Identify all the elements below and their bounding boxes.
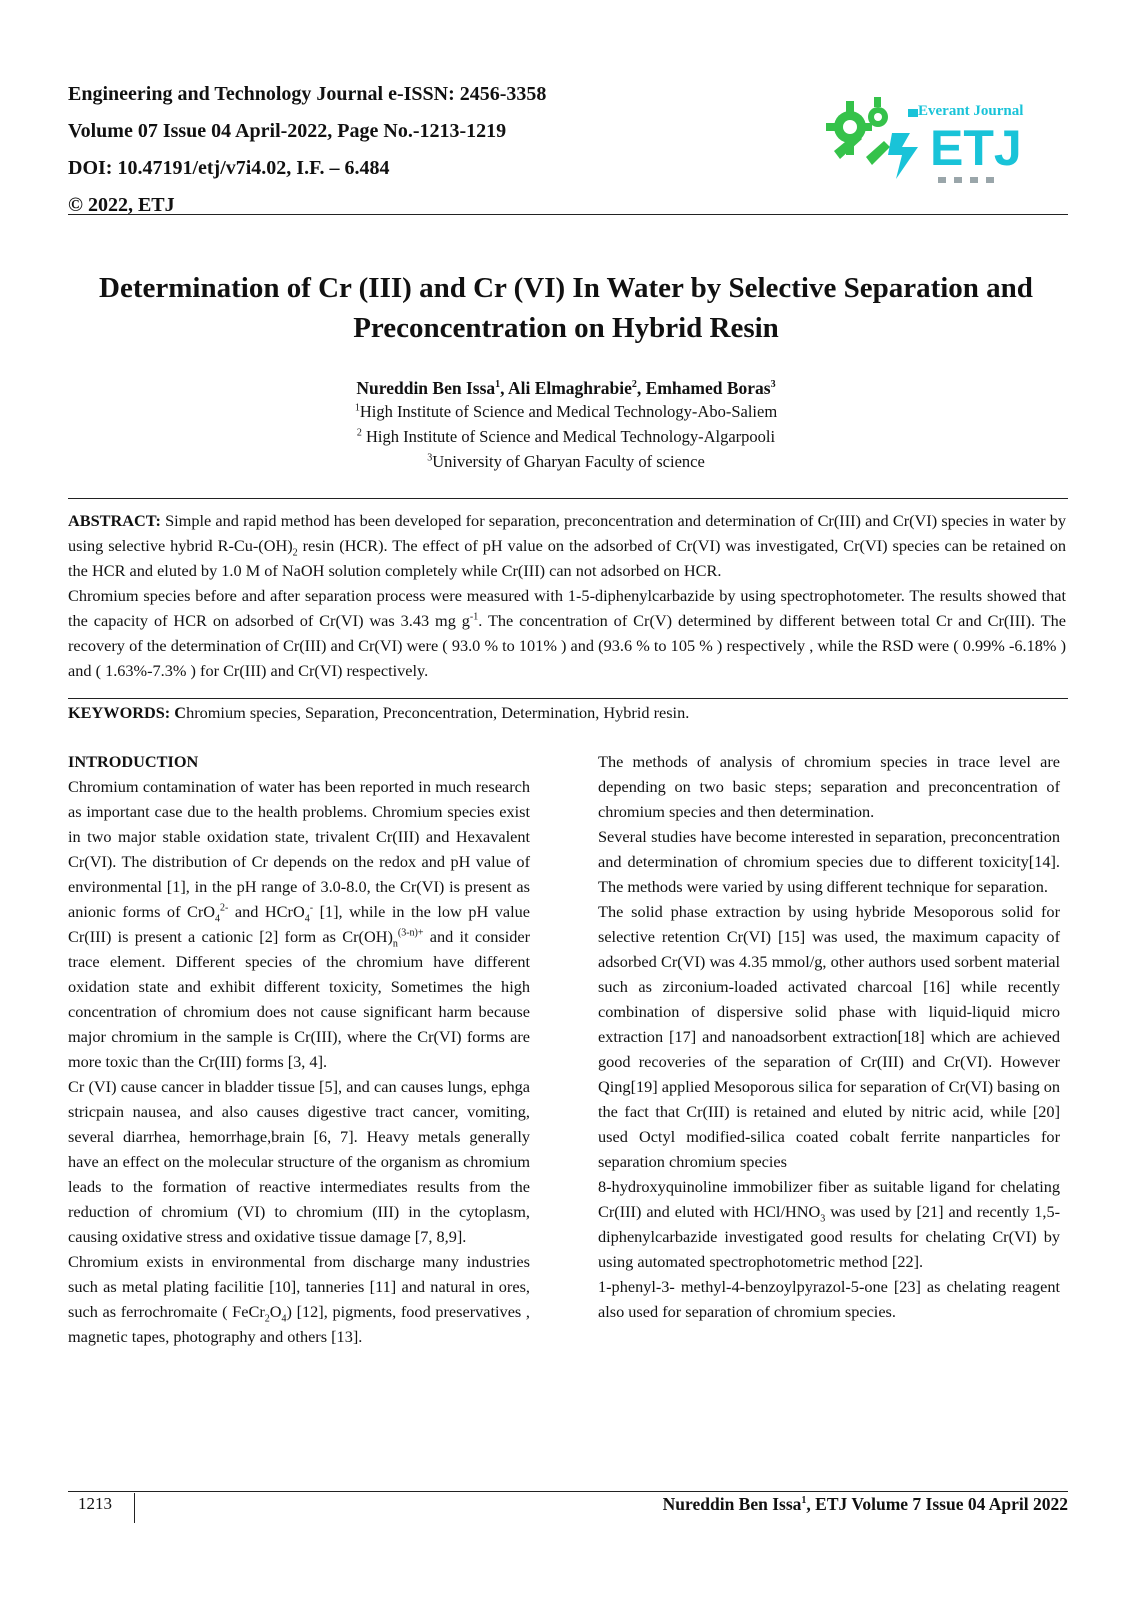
- author-1: Nureddin Ben Issa: [356, 378, 496, 398]
- body-text: O: [269, 1302, 282, 1321]
- affiliation-text: University of Gharyan Faculty of science: [432, 452, 705, 471]
- abstract-paragraph-1: [68, 508, 1066, 583]
- footer-journal: , ETJ Volume 7 Issue 04 April 2022: [806, 1494, 1068, 1514]
- title-line-1: Determination of Cr (III) and Cr (VI) In Water by Selective Separation and: [99, 272, 1033, 304]
- right-paragraph-3: The solid phase extraction by using hybride Mesoporous solid for selective retention Cr(VI) [15] was used, the maximum capacity of adsorbed Cr(VI) was 4.35 mmol/g, other authors used sorbent material such as zirconium-loaded activated charcoal [16] while recently combination of dispersive solid phase with liquid-liquid micro extraction [17] and nanoadsorbent extraction[18] which are achieved good recoveries of the separation of Cr(III) and Cr(VI). However Qing[19] applied Mesoporous silica for separation of Cr(VI) basing on the fact that Cr(III) is retained and eluted by nitric acid, while [20] used Octyl modified-silica coated cobalt ferrite nanparticles for separation chromium species: [598, 902, 1060, 1171]
- abstract-top-rule: [68, 498, 1068, 499]
- affiliation-2: [0, 427, 1132, 447]
- logo-mark-text: ETJ: [930, 120, 1022, 176]
- body-text: and it consider trace element. Different species of the chromium have different oxidation state and exhibit different toxicity, Sometimes the high concentration of chromium does not cause significant harm because major chromium in the sample is Cr(III), where the Cr(VI) forms are more toxic than the Cr(III) forms [3, 4].: [68, 927, 531, 1071]
- author-sep-1: ,: [500, 378, 508, 398]
- abstract: [68, 508, 1066, 683]
- right-column: [598, 749, 1060, 1324]
- abstract-bottom-rule: [68, 698, 1068, 699]
- page-number: 1213: [78, 1494, 112, 1513]
- body-text: 8-hydroxyquinoline immobilizer fiber as suitable ligand for chelating Cr(III) and eluted with HCl/HNO: [598, 1177, 1060, 1221]
- affiliation-number: 3: [427, 452, 433, 464]
- body-text: was used by [21] and recently 1,5-diphenylcarbazide investigated good results for chelating Cr(VI) by using automated spectrophotometric method [22].: [598, 1202, 1061, 1271]
- affiliation-3: [0, 452, 1132, 472]
- title-line-2: Preconcentration on Hybrid Resin: [353, 312, 779, 344]
- subscript: n: [392, 938, 398, 950]
- affiliation-text: High Institute of Science and Medical Technology-Algarpooli: [361, 427, 776, 446]
- running-footer: [663, 1494, 1068, 1515]
- body-text: Chromium exists in environmental from discharge many industries such as metal plating facilitie [10], tanneries [11] and natural in ores, such as ferrochromaite ( FeCr: [68, 1252, 530, 1321]
- superscript: (3-n)+: [397, 927, 424, 939]
- intro-paragraph-2: Cr (VI) cause cancer in bladder tissue [5], and can causes lungs, ephga stricpain nausea, and also causes digestive tract cancer, vomiting, several diarrhea, hemorrhage,brain [6, 7]. Heavy metals generally have an effect on the molecular structure of the organism as chromium leads to the formation of reactive intermediates results from the reduction of chromium (VI) to chromium (III) in the cytoplasm, causing oxidative stress and oxidative tissue damage [7, 8,9].: [68, 1077, 530, 1246]
- intro-paragraph-3: [68, 1249, 530, 1349]
- author-1-affil: 1: [495, 379, 501, 391]
- body-text: ) [12], pigments, food preservatives , magnetic tapes, photography and others [13].: [68, 1302, 530, 1346]
- right-paragraph-4: [598, 1174, 1060, 1274]
- affiliation-text: High Institute of Science and Medical Technology-Abo-Saliem: [359, 402, 778, 421]
- subscript: 4: [304, 913, 310, 925]
- keywords-text: hromium species, Separation, Preconcentration, Determination, Hybrid resin.: [186, 703, 690, 722]
- footer-rule: [68, 1491, 1068, 1492]
- paper-title: [60, 268, 1072, 348]
- journal-header: [68, 76, 628, 224]
- right-paragraph-2: Several studies have become interested in separation, preconcentration and determination of chromium species due to different toxicity[14]. The methods were varied by using different technique for separation.: [598, 827, 1060, 896]
- abstract-text: . The concentration of Cr(V) determined by different between total Cr and Cr(III). The recovery of the determination of Cr(III) and Cr(VI) were ( 93.0 % to 101% ) and (93.6 % to 105 % ) respectively , while the RSD were ( 0.99% -6.18% ) and ( 1.63%-7.3% ) for Cr(III) and Cr(VI) respectively.: [68, 611, 1066, 680]
- author-sep-2: ,: [636, 378, 646, 398]
- superscript: -1: [469, 611, 479, 623]
- abstract-text: Simple and rapid method has been developed for separation, preconcentration and determination of Cr(III) and Cr(VI) species in water by using selective hybrid R-Cu-(OH): [68, 511, 1066, 555]
- abstract-paragraph-2: [68, 583, 1066, 683]
- author-list: [0, 378, 1132, 399]
- subscript: 4: [281, 1313, 287, 1325]
- intro-paragraph-1: [68, 774, 530, 1074]
- author-2-affil: 2: [631, 379, 637, 391]
- body-text: [1], while in the low pH value Cr(III) is present a cationic [2] form as Cr(OH): [68, 902, 530, 946]
- etj-logo: [826, 93, 1036, 193]
- author-3-affil: 3: [770, 379, 776, 391]
- subscript: 4: [215, 913, 221, 925]
- copyright: © 2022, ETJ: [68, 194, 175, 216]
- affiliation-1: [0, 402, 1132, 422]
- superscript: -: [309, 902, 314, 914]
- subscript: 3: [820, 1213, 826, 1225]
- footer-separator: [134, 1493, 135, 1523]
- journal-name-issn: Engineering and Technology Journal e-ISSN: 2456-3358: [68, 83, 547, 105]
- left-column: [68, 749, 530, 1349]
- doi-impact-factor: DOI: 10.47191/etj/v7i4.02, I.F. – 6.484: [68, 157, 390, 179]
- right-paragraph-1: The methods of analysis of chromium species in trace level are depending on two basic steps; separation and preconcentration of chromium species and then determination.: [598, 752, 1060, 821]
- subscript: 2: [264, 1313, 270, 1325]
- subscript: 2: [292, 547, 298, 559]
- keywords-label: KEYWORDS: C: [68, 703, 187, 722]
- abstract-label: ABSTRACT:: [68, 511, 161, 530]
- author-3: Emhamed Boras: [645, 378, 771, 398]
- abstract-text: resin (HCR). The effect of pH value on the adsorbed of Cr(VI) was investigated, Cr(VI) species can be retained on the HCR and eluted by 1.0 M of NaOH solution completely while Cr(III) can not adsorbed on HCR.: [68, 536, 1066, 580]
- author-2: Ali Elmaghrabie: [507, 378, 632, 398]
- footer-author: Nureddin Ben Issa: [662, 1494, 802, 1514]
- superscript: 2-: [220, 902, 229, 914]
- volume-issue-pages: Volume 07 Issue 04 April-2022, Page No.-1213-1219: [68, 120, 507, 142]
- logo-top-text: Everant Journal: [918, 103, 1024, 119]
- affiliation-number: 1: [354, 402, 360, 414]
- etj-logo-graphic: [826, 93, 1036, 193]
- body-text: Chromium contamination of water has been reported in much research as important case due to the health problems. Chromium species exist in two major stable oxidation state, trivalent Cr(III) and Hexavalent Cr(VI). The distribution of Cr depends on the redox and pH value of environmental [1], in the pH range of 3.0-8.0, the Cr(VI) is present as anionic forms of CrO: [68, 777, 530, 921]
- footer-author-sup: 1: [801, 1495, 807, 1507]
- keywords: [68, 700, 1066, 725]
- affiliation-number: 2: [356, 427, 362, 439]
- right-paragraph-5: 1-phenyl-3- methyl-4-benzoylpyrazol-5-one [23] as chelating reagent also used for separation of chromium species.: [598, 1277, 1060, 1321]
- abstract-text: Chromium species before and after separation process were measured with 1-5-diphenylcarbazide by using spectrophotometer. The results showed that the capacity of HCR on adsorbed of Cr(VI) was 3.43 mg g: [68, 586, 1066, 630]
- header-divider: [68, 214, 1068, 215]
- body-text: and HCrO: [228, 902, 305, 921]
- section-heading-introduction: INTRODUCTION: [68, 752, 199, 771]
